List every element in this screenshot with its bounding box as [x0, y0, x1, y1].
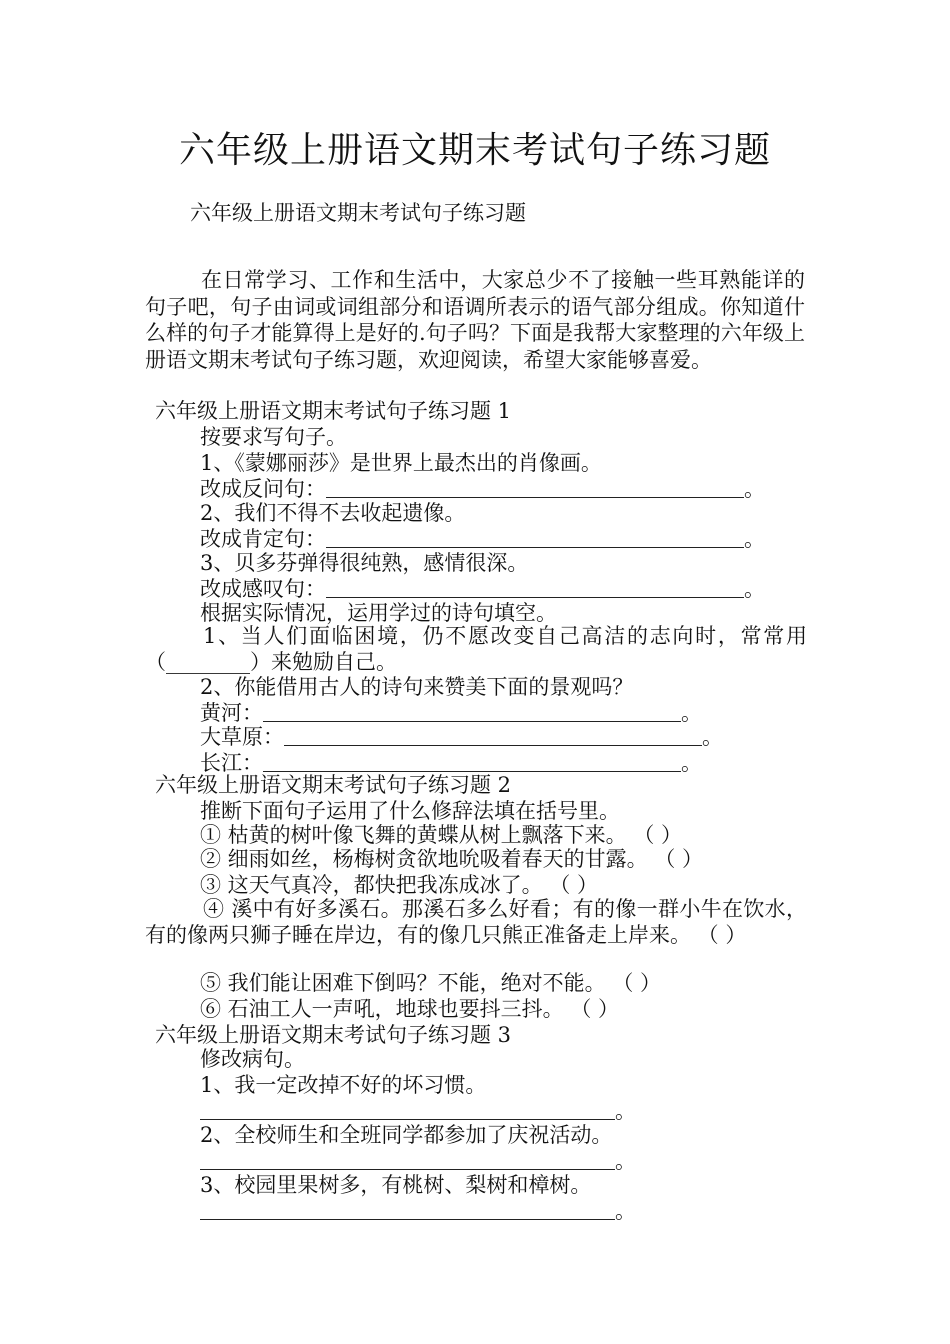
q1-prompt: 改成反问句：	[200, 477, 326, 501]
period: 。	[615, 1199, 636, 1223]
section1-task1: 按要求写句子。	[200, 425, 347, 449]
section1-heading: 六年级上册语文期末考试句子练习题 1	[155, 399, 512, 423]
grassland-label: 大草原：	[200, 725, 284, 749]
section3-q2-answer	[200, 1148, 636, 1174]
section1-q2-answer	[200, 526, 765, 552]
section1-q2: 2、我们不得不去收起遗像。	[200, 501, 466, 525]
section1-p1: 1、当人们面临困境，仍不愿改变自己高洁的志向时，常常用（________）来勉励自己。	[145, 624, 807, 674]
section3-q1-answer	[200, 1098, 636, 1124]
period: 。	[681, 701, 702, 725]
section1-q3: 3、贝多芬弹得很纯熟，感情很深。	[200, 551, 529, 575]
answer-blank[interactable]	[326, 579, 744, 598]
section2-item: ④ 溪中有好多溪石。那溪石多么好看；有的像一群小牛在饮水，有的像两只狮子睡在岸边，有的像几只熊正准备走上岸来。 （ ）	[145, 897, 807, 947]
section3-q3-answer	[200, 1198, 636, 1224]
answer-blank[interactable]	[263, 753, 681, 772]
section1-p2-a	[200, 700, 702, 726]
answer-blank[interactable]	[200, 1201, 615, 1220]
section1-p2-b	[200, 724, 723, 750]
q2-prompt: 改成肯定句：	[200, 527, 326, 551]
period: 。	[744, 477, 765, 501]
answer-blank[interactable]	[200, 1101, 615, 1120]
section3-task: 修改病句。	[200, 1047, 305, 1071]
document-subtitle: 六年级上册语文期末考试句子练习题	[190, 201, 526, 225]
changjiang-label: 长江：	[200, 751, 263, 775]
section2-heading: 六年级上册语文期末考试句子练习题 2	[155, 773, 512, 797]
section2-item: ⑥ 石油工人一声吼，地球也要抖三抖。 （ ）	[200, 997, 620, 1021]
huanghe-label: 黄河：	[200, 701, 263, 725]
period: 。	[744, 527, 765, 551]
period: 。	[681, 751, 702, 775]
section2-task: 推断下面句子运用了什么修辞法填在括号里。	[200, 799, 620, 823]
answer-blank[interactable]	[326, 529, 744, 548]
intro-paragraph: 在日常学习、工作和生活中，大家总少不了接触一些耳熟能详的句子吧，句子由词或词组部分和语调所表示的语气部分组成。你知道什么样的句子才能算得上是好的.句子吗？下面是我帮大家整理的六年级上册语文期末考试句子练习题，欢迎阅读，希望大家能够喜爱。	[145, 268, 805, 372]
section2-item: ② 细雨如丝，杨梅树贪欲地吮吸着春天的甘露。 （ ）	[200, 847, 704, 871]
q3-prompt: 改成感叹句：	[200, 577, 326, 601]
period: 。	[615, 1099, 636, 1123]
section2-item: ⑤ 我们能让困难下倒吗？不能，绝对不能。 （ ）	[200, 971, 662, 995]
section3-heading: 六年级上册语文期末考试句子练习题 3	[155, 1023, 512, 1047]
section1-q1-answer	[200, 476, 765, 502]
section3-q3: 3、校园里果树多，有桃树、梨树和樟树。	[200, 1173, 592, 1197]
answer-blank[interactable]	[284, 727, 702, 746]
answer-blank[interactable]	[200, 1151, 615, 1170]
section1-q1: 1、《蒙娜丽莎》是世界上最杰出的肖像画。	[200, 451, 602, 475]
section1-q3-answer	[200, 576, 765, 602]
section3-q1: 1、我一定改掉不好的坏习惯。	[200, 1073, 487, 1097]
section2-item: ③ 这天气真冷，都快把我冻成冰了。 （ ）	[200, 873, 599, 897]
section3-q2: 2、全校师生和全班同学都参加了庆祝活动。	[200, 1123, 613, 1147]
period: 。	[744, 577, 765, 601]
answer-blank[interactable]	[326, 479, 744, 498]
section1-p2: 2、你能借用古人的诗句来赞美下面的景观吗？	[200, 675, 634, 699]
answer-blank[interactable]	[263, 703, 681, 722]
period: 。	[615, 1149, 636, 1173]
document-title: 六年级上册语文期末考试句子练习题	[178, 130, 771, 171]
period: 。	[702, 725, 723, 749]
section2-item: ① 枯黄的树叶像飞舞的黄蝶从树上飘落下来。 （ ）	[200, 823, 683, 847]
section1-task2: 根据实际情况，运用学过的诗句填空。	[200, 601, 557, 625]
